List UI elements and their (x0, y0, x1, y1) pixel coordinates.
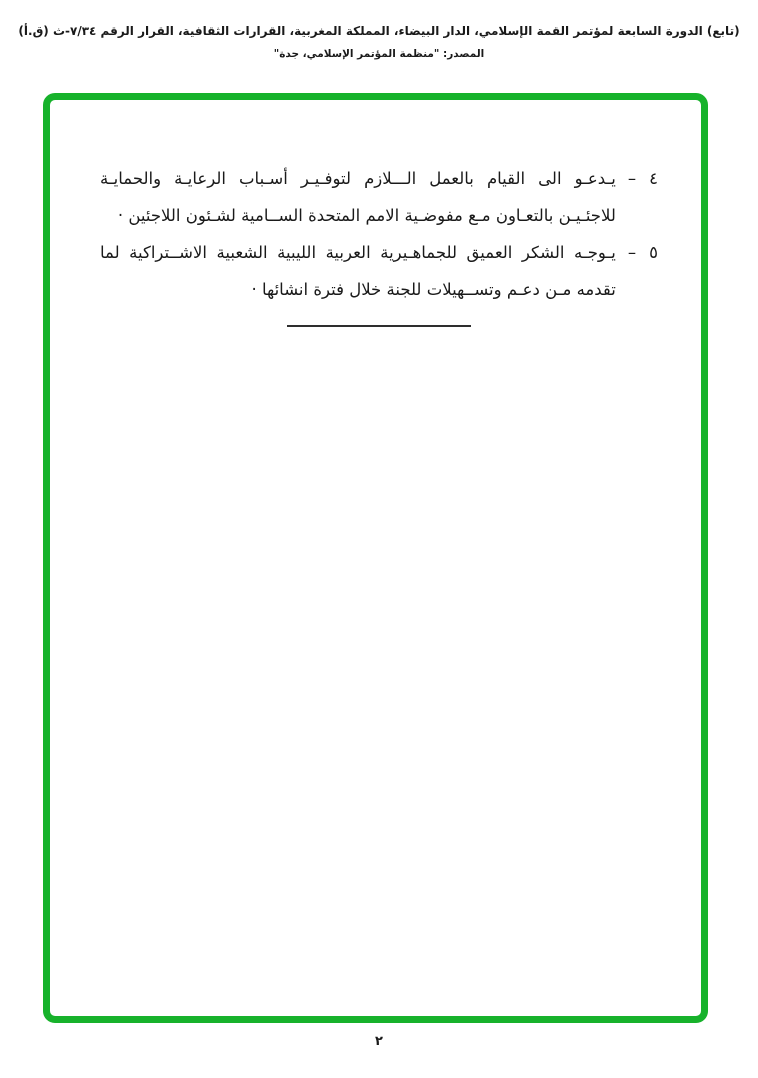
source-line: المصدر: "منظمة المؤتمر الإسلامي، جدة" (273, 48, 485, 60)
clause-marker (628, 160, 658, 234)
clause-text: يـدعـو الى القيام بالعمل الـــلازم لتوفـيـر أسـباب الرعايـة والحمايـة للاجئـيـن بالتعـاون مـع مفوضـية الامم المتحدة الســامية لشـئون اللاجئين · (100, 169, 616, 225)
clause-number: ٥ (649, 243, 658, 262)
green-border-frame (43, 93, 708, 1023)
clause-marker (628, 234, 658, 308)
clause-number: ٤ (649, 169, 658, 188)
resolution-clause-5 (100, 234, 658, 308)
resolution-body (50, 100, 701, 327)
clause-dash: – (627, 169, 637, 188)
resolution-clause-4 (100, 160, 658, 234)
end-of-text-rule (287, 325, 471, 327)
header-title: (تابع) الدورة السابعة لمؤتمر القمة الإسلامي، الدار البيضاء، المملكة المغربية، القرارات الثقافية، القرار الرقم ٧/٣٤-ث (ق.أ) (18, 24, 740, 38)
page-number: ٢ (375, 1034, 383, 1049)
clause-dash: – (627, 243, 637, 262)
clause-text: يـوجـه الشكر العميق للجماهـيرية العربية الليبية الشعبية الاشــتراكية لما تقدمه مـن دعـم وتســهيلات للجنة خلال فترة انشائها · (100, 243, 616, 299)
page-header (0, 24, 758, 60)
